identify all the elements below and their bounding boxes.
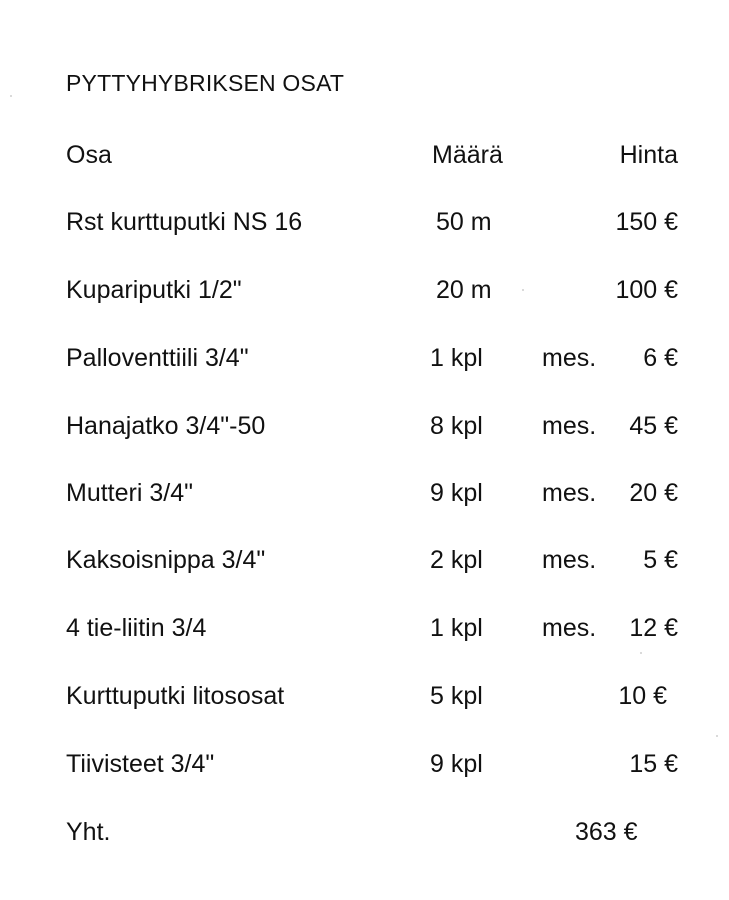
document-title: PYTTYHYBRIKSEN OSAT (66, 70, 345, 96)
row-part-name: 4 tie-liitin 3/4 (66, 614, 207, 642)
row-price: 150 € (615, 208, 678, 236)
row-quantity: 5 kpl (430, 682, 483, 710)
row-quantity: 8 kpl (430, 412, 483, 440)
row-note: mes. (542, 614, 597, 642)
row-part-name: Palloventtiili 3/4" (66, 344, 249, 372)
row-price: 5 € (643, 546, 678, 574)
scan-speck (10, 95, 12, 97)
header-quantity: Määrä (432, 141, 503, 169)
table-row (0, 747, 729, 781)
table-row (0, 543, 729, 577)
row-note: mes. (542, 344, 597, 372)
table-row (0, 205, 729, 239)
table-row (0, 341, 729, 375)
table-row (0, 611, 729, 645)
row-note: mes. (542, 546, 597, 574)
table-row (0, 409, 729, 443)
row-part-name: Tiivisteet 3/4" (66, 750, 215, 778)
row-price: 6 € (643, 344, 678, 372)
row-part-name: Kaksoisnippa 3/4" (66, 546, 266, 574)
table-header (0, 138, 729, 172)
total-value: 363 € (575, 818, 638, 846)
row-part-name: Kupariputki 1/2" (66, 276, 242, 304)
table-row (0, 476, 729, 510)
row-quantity: 9 kpl (430, 750, 483, 778)
row-part-name: Mutteri 3/4" (66, 479, 193, 507)
row-quantity: 20 m (436, 276, 492, 304)
header-part: Osa (66, 141, 112, 169)
row-price: 20 € (629, 479, 678, 507)
row-quantity: 2 kpl (430, 546, 483, 574)
row-quantity: 50 m (436, 208, 492, 236)
row-quantity: 9 kpl (430, 479, 483, 507)
table-row (0, 679, 729, 713)
table-row (0, 273, 729, 307)
row-price: 100 € (615, 276, 678, 304)
row-price: 12 € (629, 614, 678, 642)
row-price: 45 € (629, 412, 678, 440)
header-price: Hinta (619, 141, 678, 169)
row-price: 15 € (629, 750, 678, 778)
row-quantity: 1 kpl (430, 344, 483, 372)
row-part-name: Rst kurttuputki NS 16 (66, 208, 303, 236)
row-note: mes. (542, 479, 597, 507)
total-row (0, 815, 729, 849)
scan-speck (716, 735, 718, 737)
row-part-name: Kurttuputki litososat (66, 682, 285, 710)
row-price: 10 € (618, 682, 667, 710)
row-note: mes. (542, 412, 597, 440)
row-part-name: Hanajatko 3/4"-50 (66, 412, 266, 440)
total-label: Yht. (66, 818, 111, 846)
row-quantity: 1 kpl (430, 614, 483, 642)
scan-speck (640, 652, 642, 654)
scan-speck (522, 289, 524, 291)
